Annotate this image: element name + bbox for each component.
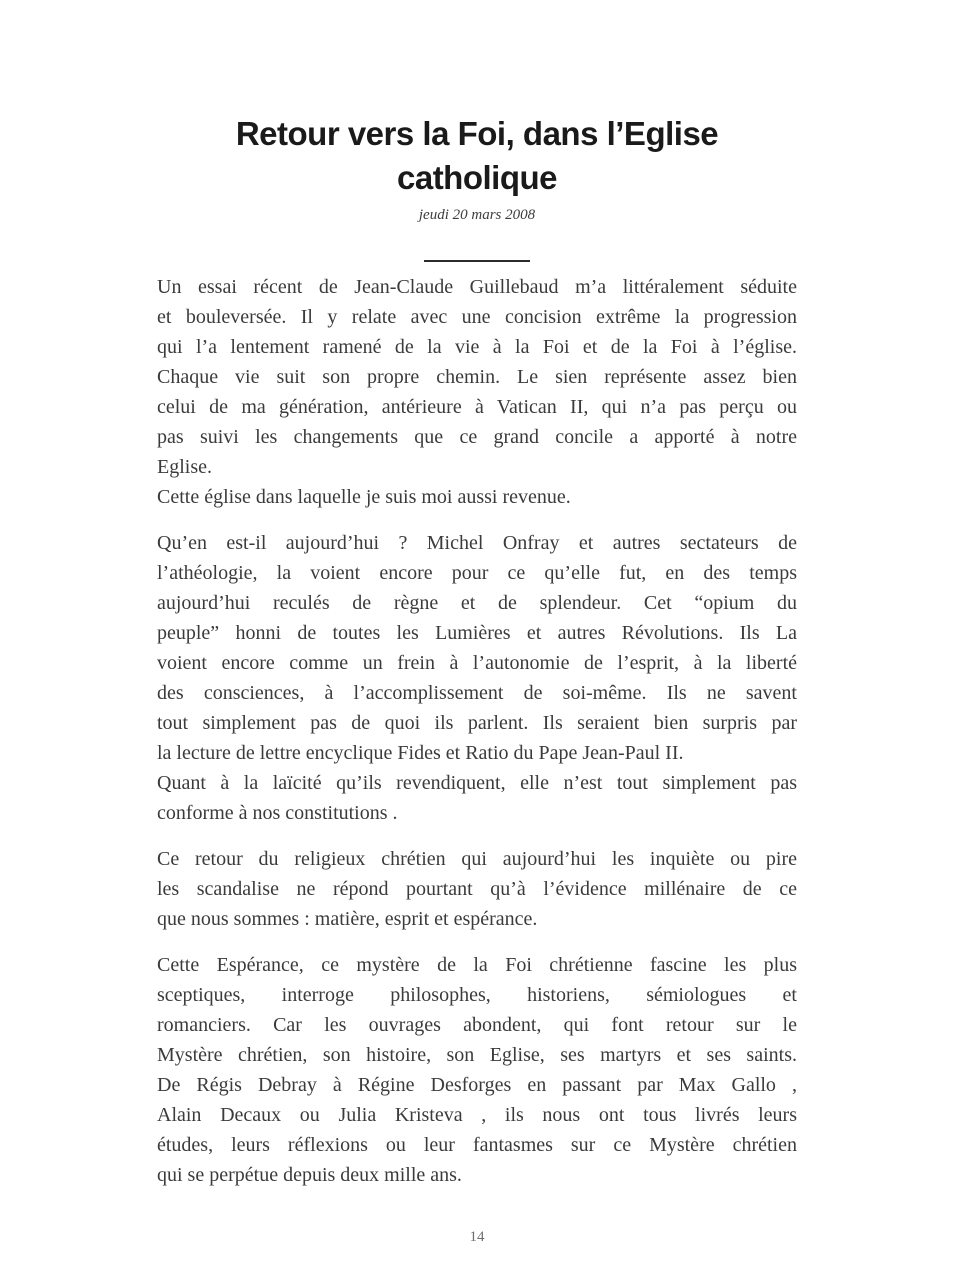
- text-line: Eglise.: [157, 456, 212, 478]
- text-line: des consciences, à l’accomplissement de soi-même. Ils ne savent: [157, 682, 797, 704]
- text-line: Cette Espérance, ce mystère de la Foi chrétienne fascine les plus: [157, 954, 797, 976]
- text-line: qui se perpétue depuis deux mille ans.: [157, 1164, 462, 1186]
- text-line: Ce retour du religieux chrétien qui aujourd’hui les inquiète ou pire: [157, 848, 797, 870]
- text-line: tout simplement pas de quoi ils parlent. Ils seraient bien surpris par: [157, 712, 797, 734]
- paragraph-block: [157, 950, 797, 1190]
- date-line: jeudi 20 mars 2008: [418, 207, 536, 223]
- text-line: Qu’en est-il aujourd’hui ? Michel Onfray et autres sectateurs de: [157, 532, 797, 554]
- text-line: Mystère chrétien, son histoire, son Eglise, ses martyrs et ses saints.: [157, 1044, 797, 1066]
- text-line: Chaque vie suit son propre chemin. Le sien représente assez bien: [157, 366, 797, 388]
- text-line: qui l’a lentement ramené de la vie à la Foi et de la Foi à l’église.: [157, 336, 797, 358]
- text-line: conforme à nos constitutions .: [157, 802, 398, 824]
- paragraph-block: [157, 272, 797, 482]
- text-line: De Régis Debray à Régine Desforges en passant par Max Gallo ,: [157, 1074, 797, 1096]
- paragraph-block: [157, 482, 797, 512]
- separator-rule: [424, 260, 530, 262]
- text-line: Quant à la laïcité qu’ils revendiquent, elle n’est tout simplement pas: [157, 772, 797, 794]
- text-line: Cette église dans laquelle je suis moi aussi revenue.: [157, 486, 571, 508]
- text-line: peuple” honni de toutes les Lumières et autres Révolutions. Ils La: [157, 622, 797, 644]
- text-line: la lecture de lettre encyclique Fides et Ratio du Pape Jean-Paul II.: [157, 742, 684, 764]
- text-line: l’athéologie, la voient encore pour ce qu’elle fut, en des temps: [157, 562, 797, 584]
- text-line: voient encore comme un frein à l’autonomie de l’esprit, à la liberté: [157, 652, 797, 674]
- text-line: Alain Decaux ou Julia Kristeva , ils nous ont tous livrés leurs: [157, 1104, 797, 1126]
- paragraph-block: [157, 768, 797, 828]
- text-line: sceptiques, interroge philosophes, historiens, sémiologues et: [157, 984, 797, 1006]
- text-line: et bouleversée. Il y relate avec une concision extrême la progression: [157, 306, 797, 328]
- page-number: 14: [469, 1229, 485, 1245]
- text-line: Un essai récent de Jean-Claude Guillebaud m’a littéralement séduite: [157, 276, 797, 298]
- text-line: aujourd’hui reculés de règne et de splendeur. Cet “opium du: [157, 592, 797, 614]
- page-title: Retour vers la Foi, dans l’Eglise catholique: [235, 115, 719, 196]
- text-line: études, leurs réflexions ou leur fantasmes sur ce Mystère chrétien: [157, 1134, 797, 1156]
- body-text: [157, 272, 797, 1190]
- paragraph-block: [157, 844, 797, 934]
- paragraph-block: [157, 528, 797, 768]
- text-line: pas suivi les changements que ce grand concile a apporté à notre: [157, 426, 797, 448]
- text-line: romanciers. Car les ouvrages abondent, qui font retour sur le: [157, 1014, 797, 1036]
- text-line: celui de ma génération, antérieure à Vatican II, qui n’a pas perçu ou: [157, 396, 797, 418]
- text-line: que nous sommes : matière, esprit et espérance.: [157, 908, 538, 930]
- page-content: [157, 0, 797, 1190]
- text-line: les scandalise ne répond pourtant qu’à l’évidence millénaire de ce: [157, 878, 797, 900]
